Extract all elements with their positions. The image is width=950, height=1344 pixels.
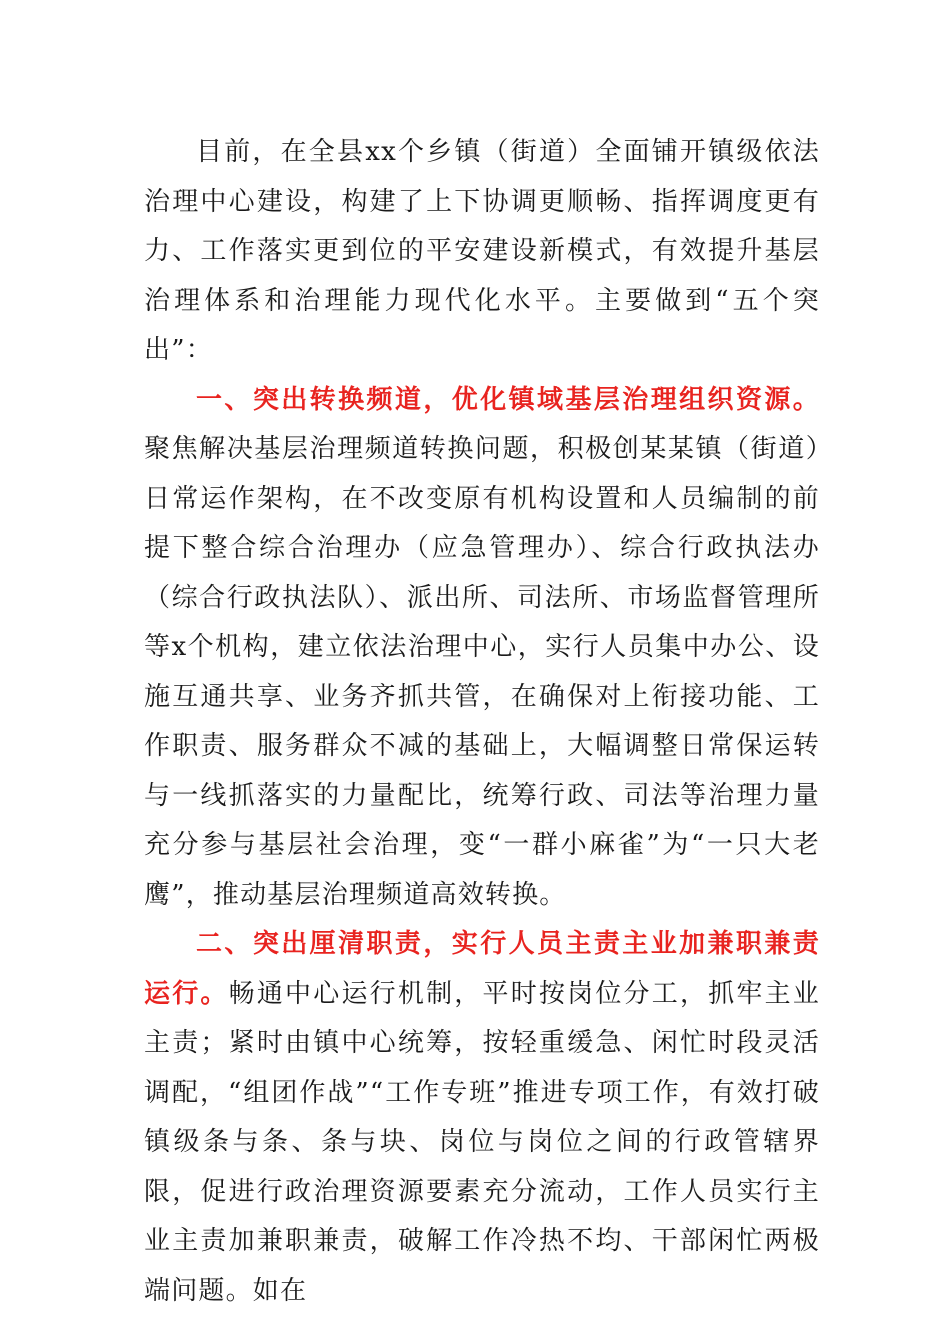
document-page bbox=[144, 128, 820, 1316]
paragraph-intro bbox=[144, 128, 820, 376]
paragraph-body: 目前，在全县xx个乡镇（街道）全面铺开镇级依法治理中心建设，构建了上下协调更顺畅、指挥调度更有力、工作落实更到位的平安建设新模式，有效提升基层治理体系和治理能力现代化水平。主要做到“五个突出”： bbox=[144, 137, 820, 365]
paragraph-body: 聚焦解决基层治理频道转换问题，积极创某某镇（街道）日常运作架构，在不改变原有机构设置和人员编制的前提下整合综合治理办（应急管理办）、综合行政执法办（综合行政执法队）、派出所、司法所、市场监督管理所等x个机构，建立依法治理中心，实行人员集中办公、设施互通共享、业务齐抓共管，在确保对上衔接功能、工作职责、服务群众不减的基础上，大幅调整日常保运转与一线抓落实的力量配比，统筹行政、司法等治理力量充分参与基层社会治理，变“一群小麻雀”为“一只大老鹰”，推动基层治理频道高效转换。 bbox=[144, 434, 820, 910]
section-heading: 一、突出转换频道，优化镇域基层治理组织资源。 bbox=[196, 384, 820, 415]
section-heading: 二、突出厘清职责，实行人员主责主业加兼职兼责运行。 bbox=[144, 929, 820, 1009]
paragraph-section-2 bbox=[144, 920, 820, 1316]
paragraph-section-1 bbox=[144, 376, 820, 921]
paragraph-body: 畅通中心运行机制，平时按岗位分工，抓牢主业主责；紧时由镇中心统筹，按轻重缓急、闲忙时段灵活调配，“组团作战”“工作专班”推进专项工作，有效打破镇级条与条、条与块、岗位与岗位之间的行政管辖界限，促进行政治理资源要素充分流动，工作人员实行主业主责加兼职兼责，破解工作冷热不均、干部闲忙两极端问题。如在 bbox=[144, 978, 820, 1306]
